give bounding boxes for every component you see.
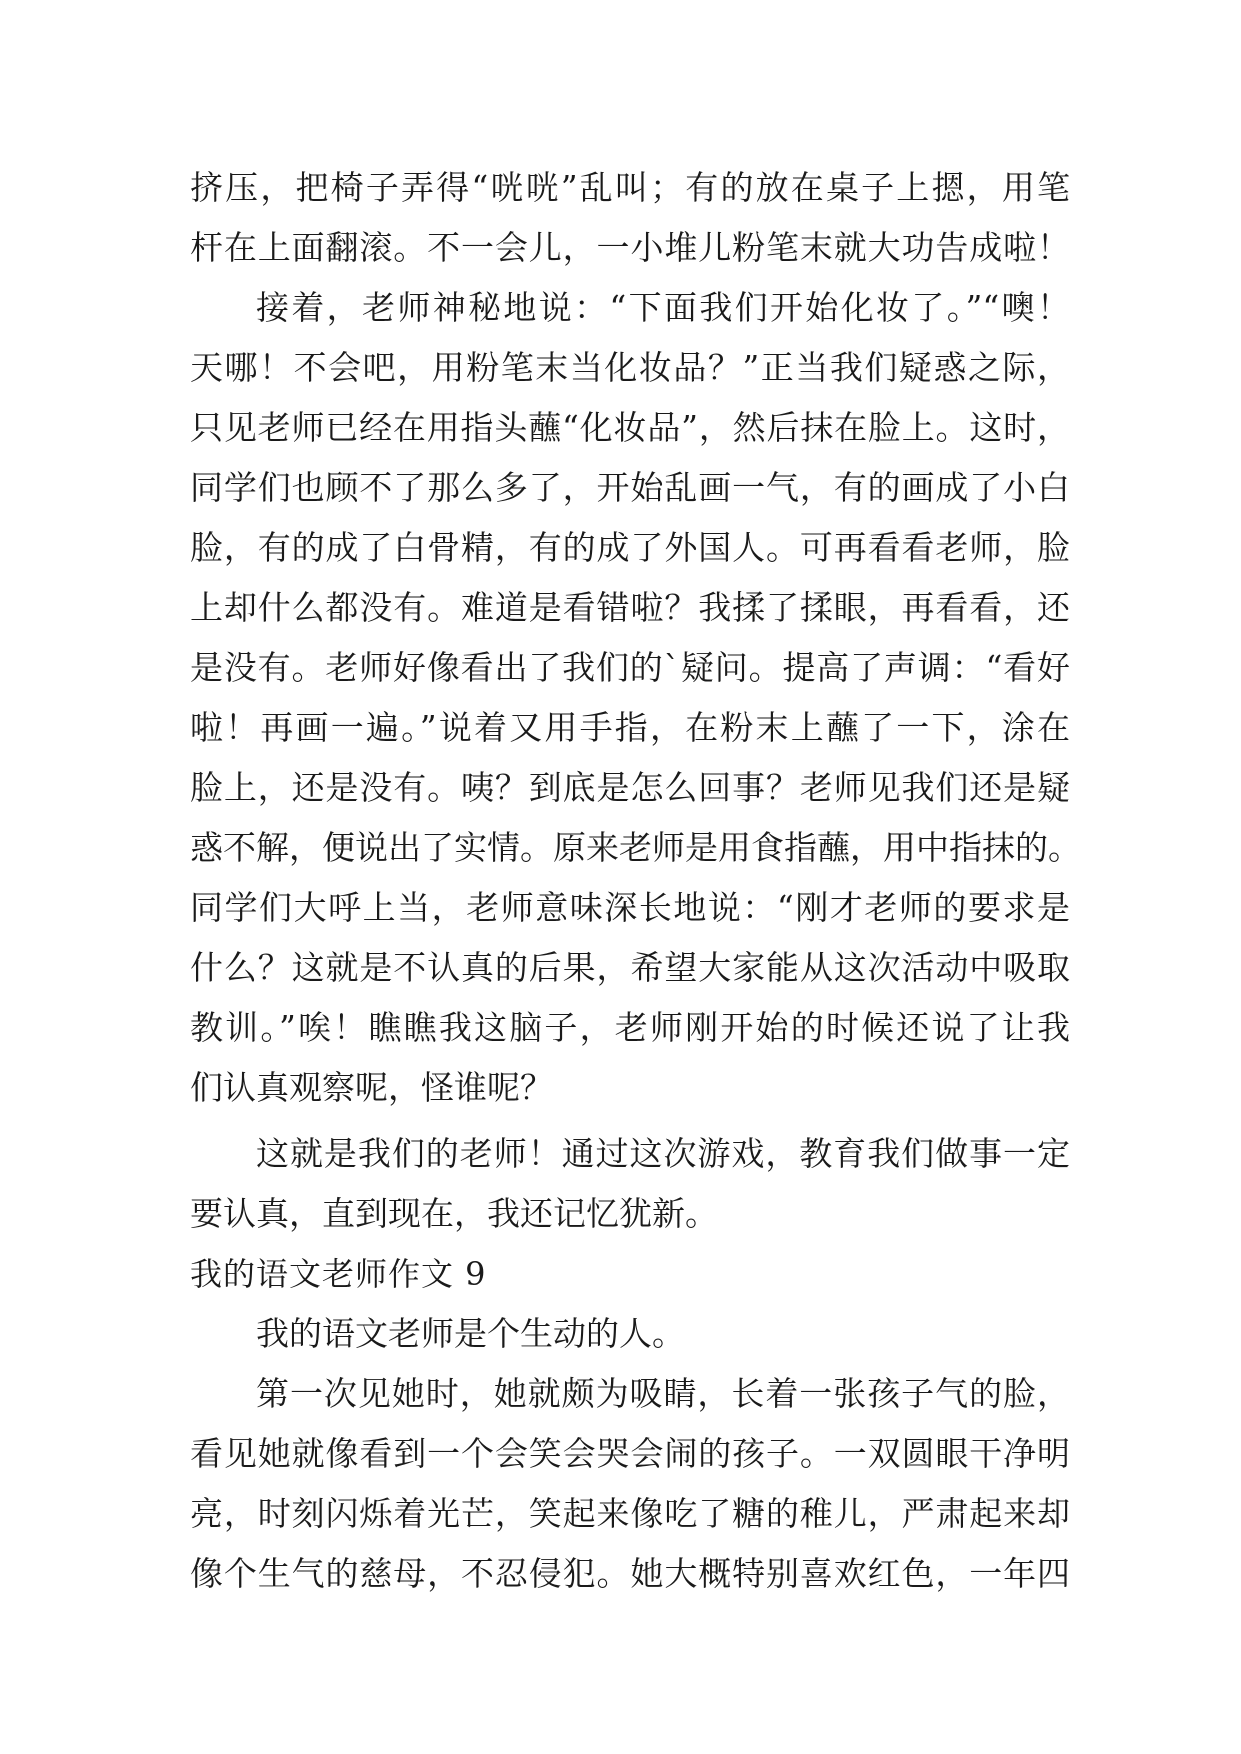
text-line: 是没有。老师好像看出了我们的`疑问。提高了声调：“看好	[190, 648, 1070, 687]
text-line: 脸上，还是没有。咦？到底是怎么回事？老师见我们还是疑	[190, 768, 1070, 807]
text-line: 同学们大呼上当，老师意味深长地说：“刚才老师的要求是	[190, 888, 1070, 927]
text-line: 只见老师已经在用指头蘸“化妆品”，然后抹在脸上。这时，	[190, 408, 1070, 447]
text-line: 挤压，把椅子弄得“咣咣”乱叫；有的放在桌子上摁，用笔	[190, 168, 1070, 207]
text-line: 天哪！不会吧，用粉笔末当化妆品？”正当我们疑惑之际，	[190, 348, 1070, 387]
text-line: 杆在上面翻滚。不一会儿，一小堆儿粉笔末就大功告成啦！	[190, 228, 1070, 267]
section-heading: 我的语文老师作文 9	[190, 1255, 487, 1293]
text-line: 脸，有的成了白骨精，有的成了外国人。可再看看老师，脸	[190, 528, 1070, 567]
text-line: 啦！再画一遍。”说着又用手指，在粉末上蘸了一下，涂在	[190, 708, 1070, 747]
text-line: 上却什么都没有。难道是看错啦？我揉了揉眼，再看看，还	[190, 588, 1070, 627]
text-line: 接着，老师神秘地说：“下面我们开始化妆了。”“噢！	[256, 288, 1070, 327]
text-line: 惑不解，便说出了实情。原来老师是用食指蘸，用中指抹的。	[190, 828, 1081, 867]
text-line: 要认真，直到现在，我还记忆犹新。	[190, 1194, 718, 1233]
text-line: 亮，时刻闪烁着光芒，笑起来像吃了糖的稚儿，严肃起来却	[190, 1494, 1070, 1533]
text-line: 第一次见她时，她就颇为吸睛，长着一张孩子气的脸，	[256, 1374, 1070, 1413]
text-line: 同学们也顾不了那么多了，开始乱画一气，有的画成了小白	[190, 468, 1070, 507]
text-line: 什么？这就是不认真的后果，希望大家能从这次活动中吸取	[190, 948, 1070, 987]
text-line: 像个生气的慈母，不忍侵犯。她大概特别喜欢红色，一年四	[190, 1554, 1070, 1593]
text-line: 们认真观察呢，怪谁呢？	[190, 1068, 553, 1107]
text-line: 这就是我们的老师！通过这次游戏，教育我们做事一定	[256, 1134, 1070, 1173]
text-line: 我的语文老师是个生动的人。	[256, 1314, 685, 1353]
text-line: 看见她就像看到一个会笑会哭会闹的孩子。一双圆眼干净明	[190, 1434, 1070, 1473]
essay-body	[190, 158, 1081, 1604]
text-line: 教训。”唉！瞧瞧我这脑子，老师刚开始的时候还说了让我	[190, 1008, 1070, 1047]
